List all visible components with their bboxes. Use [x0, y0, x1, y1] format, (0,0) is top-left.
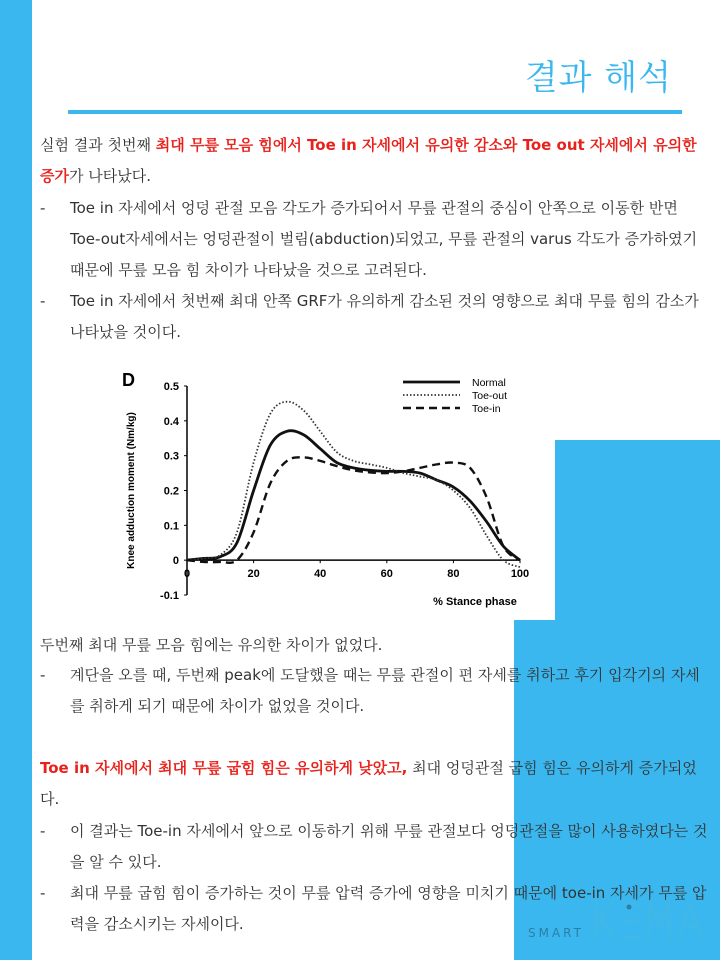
- bullet-text: Toe in 자세에서 엉덩 관절 모음 각도가 증가되어서 무릎 관절의 중심이 안쪽으로 이동한 반면 Toe-out자세에서는 엉덩관절이 벌림(abduction)되었고, 무릎 관절의 varus 각도가 증가하였기 때문에 무릎 모음 힘 차이가 나타났을 것으로 고려된다.: [70, 199, 698, 279]
- section3-intro-tail: 최대 엉덩관절 굽힘 힘은 유의하게 증가되었다.: [40, 759, 697, 808]
- chart-y-tick-label: 0.2: [163, 485, 179, 498]
- logo-smart-text: SMART: [528, 926, 584, 940]
- chart-y-tick-label: 0.5: [163, 381, 179, 393]
- section1-bullet-2: [40, 286, 712, 348]
- chart-y-tick-label: 0.4: [163, 415, 179, 428]
- chart-svg: [120, 366, 540, 616]
- section1-intro-highlight: 최대 무릎 모음 힘에서 Toe in 자세에서 유의한 감소와 Toe out 자세에서 유의한 증가: [40, 136, 697, 185]
- knee-adduction-chart: [120, 366, 540, 616]
- bullet-dash: -: [40, 884, 46, 902]
- bullet-dash: -: [40, 199, 46, 217]
- section2-bullet-1: [40, 660, 712, 722]
- smart-kema-logo: [528, 898, 708, 948]
- logo-kema-mark: [590, 898, 708, 944]
- title-divider: [68, 110, 682, 114]
- chart-legend-label: Toe-out: [472, 390, 508, 402]
- section1-intro: [40, 130, 712, 192]
- section3-intro: [40, 753, 712, 815]
- section3-intro-highlight: Toe in 자세에서 최대 무릎 굽힘 힘은 유의하게 낮았고,: [40, 759, 408, 777]
- chart-x-tick-label: 20: [247, 568, 260, 581]
- bullet-text: 최대 무릎 굽힘 힘이 증가하는 것이 무릎 압력 증가에 영향을 미치기 때문에 toe-in 자세가 무릎 압력을 감소시키는 자세이다.: [70, 884, 707, 933]
- section1-intro-plain: 실험 결과 첫번째: [40, 136, 156, 154]
- chart-y-tick-label: 0.3: [163, 450, 179, 463]
- chart-series-toe-in: [187, 457, 520, 562]
- right-accent-block-top: [555, 440, 720, 620]
- chart-legend-label: Toe-in: [472, 403, 501, 415]
- bullet-text: 계단을 오를 때, 두번째 peak에 도달했을 때는 무릎 관절이 편 자세를 취하고 후기 입각기의 자세를 취하게 되기 때문에 차이가 없었을 것이다.: [70, 666, 700, 715]
- chart-series-normal: [187, 431, 520, 560]
- section1-bullet-1: [40, 193, 712, 286]
- left-accent-bar: [0, 0, 32, 960]
- bullet-text: Toe in 자세에서 첫번째 최대 안쪽 GRF가 유의하게 감소된 것의 영향으로 최대 무릎 힘의 감소가 나타났을 것이다.: [70, 292, 699, 341]
- section2-intro: 두번째 최대 무릎 모음 힘에는 유의한 차이가 없었다.: [40, 636, 383, 654]
- chart-legend-label: Normal: [472, 377, 506, 389]
- chart-y-tick-label: 0: [172, 555, 179, 568]
- chart-x-tick-label: 60: [380, 568, 393, 581]
- chart-x-tick-label: 80: [447, 568, 460, 581]
- chart-x-label: % Stance phase: [433, 596, 517, 608]
- chart-y-tick-label: -0.1: [160, 590, 179, 602]
- bullet-dash: -: [40, 822, 46, 840]
- chart-x-tick-label: 40: [314, 568, 327, 581]
- chart-x-tick-label: 100: [510, 568, 530, 581]
- section1-intro-tail: 가 나타났다.: [68, 167, 151, 185]
- chart-x-tick-label: 0: [183, 568, 191, 581]
- chart-panel-label: D: [122, 370, 135, 390]
- bullet-text: 이 결과는 Toe-in 자세에서 앞으로 이동하기 위해 무릎 관절보다 엉덩관절을 많이 사용하였다는 것을 알 수 있다.: [70, 822, 708, 871]
- page-title: 결과 해석: [524, 58, 672, 98]
- bullet-dash: -: [40, 292, 46, 310]
- bullet-dash: -: [40, 666, 46, 684]
- chart-y-label: Knee adduction moment (Nm/kg): [126, 412, 137, 569]
- chart-y-tick-label: 0.1: [163, 520, 179, 533]
- section3-bullet-1: [40, 816, 712, 878]
